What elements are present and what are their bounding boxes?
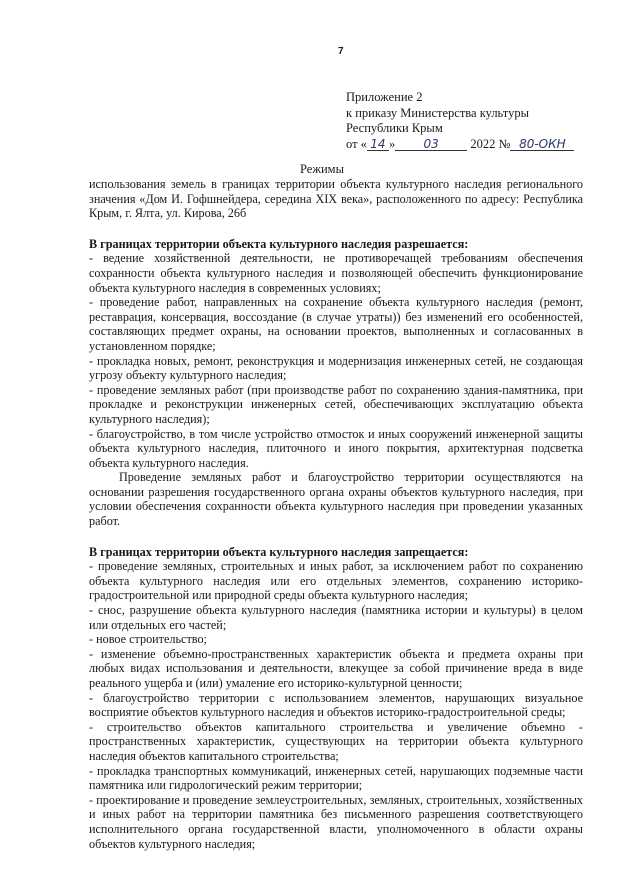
allowed-item: - проведение работ, направленных на сохранение объекта культурного наследия (ремонт, реставрация, консервация, воссоздание (в случае утраты)) без изменений его особенностей, составляющих предмет охраны, на основании проектов, выполненных и согласованных в установленном порядке; <box>89 295 583 353</box>
forbidden-item: - проведение земляных, строительных и иных работ, за исключением работ по сохранению объекта культурного наследия или его отдельных элементов, сохранению историко-градостроительной или природной среды объекта культурного наследия; <box>89 559 583 603</box>
forbidden-item: - благоустройство территории с использованием элементов, нарушающих визуальное восприятие объектов культурного наследия и объектов историко-градостроительной среды; <box>89 690 583 720</box>
forbidden-item: - снос, разрушение объекта культурного наследия (памятника истории и культуры) в целом или отдельных его частей; <box>89 603 583 632</box>
date-prefix: от « <box>346 136 367 151</box>
date-year: 2022 № <box>470 136 511 151</box>
date-day: 14 <box>367 138 389 151</box>
allowed-item: - проведение земляных работ (при производстве работ по сохранению здания-памятника, при прокладке и реконструкции инженерных сетей, обеспечивающих эксплуатацию объекта культурного наследия); <box>89 382 583 426</box>
date-mid: » <box>388 136 396 151</box>
allowed-note: Проведение земляных работ и благоустройство территории осуществляются на основании разрешения государственного органа охраны объектов культурного наследия, при условии обеспечения сохранности объекта культурного наследия при проведении указанных работ. <box>89 470 583 529</box>
document-body <box>89 177 583 851</box>
date-month: 03 <box>395 138 467 151</box>
regimes-heading: Режимы <box>300 162 344 176</box>
intro-paragraph: использования земель в границах территории объекта культурного наследия регионального значения «Дом И. Гофшнейдера, середина XIX века», расположенного по адресу: Республика Крым, г. Ялта, ул. Кирова, 26б <box>89 177 583 221</box>
appendix-republic-line: Республики Крым <box>346 121 443 135</box>
allowed-item: - благоустройство, в том числе устройство отмосток и иных сооружений инженерной защиты объекта культурного наследия, плиточного и иного покрытия, архитектурная подсветка объекта культурного наследия. <box>89 426 583 470</box>
forbidden-item: - строительство объектов капитального строительства и увеличение объемно - пространственных характеристик, существующих на территории объекта культурного наследия объектов капитального строительства; <box>89 719 583 763</box>
forbidden-item: - проектирование и проведение землеустроительных, земляных, строительных, хозяйственных и иных работ на территории памятника без письменного разрешения соответствующего исполнительного органа государственной власти, уполномоченного в области охраны объектов культурного наследия; <box>89 792 583 851</box>
appendix-order-line: к приказу Министерства культуры <box>346 105 529 120</box>
allowed-heading: В границах территории объекта культурного наследия разрешается: <box>89 236 469 251</box>
forbidden-heading: В границах территории объекта культурного наследия запрещается: <box>89 544 469 559</box>
forbidden-item: - прокладка транспортных коммуникаций, инженерных сетей, нарушающих подземные части памятника или гидрологический режим территории; <box>89 763 583 793</box>
appendix-date-line <box>346 137 574 153</box>
allowed-item: - прокладка новых, ремонт, реконструкция и модернизация инженерных сетей, не создающая угрозу объекту культурного наследия; <box>89 353 583 383</box>
order-number: 80-ОКН <box>510 138 574 151</box>
page-number: 7 <box>338 46 344 57</box>
appendix-block <box>346 90 574 152</box>
appendix-title: Приложение 2 <box>346 90 423 104</box>
forbidden-item: - изменение объемно-пространственных характеристик объекта и предмета охраны при любых видах использования и деятельности, влекущее за собой причинение вреда в виде реального ущерба и (или) умаление его историко-культурной ценности; <box>89 646 583 690</box>
allowed-item: - ведение хозяйственной деятельности, не противоречащей требованиям обеспечения сохранности объекта культурного наследия и позволяющей обеспечить функционирование объекта культурного наследия в современных условиях; <box>89 251 583 295</box>
forbidden-item: - новое строительство; <box>89 632 207 647</box>
